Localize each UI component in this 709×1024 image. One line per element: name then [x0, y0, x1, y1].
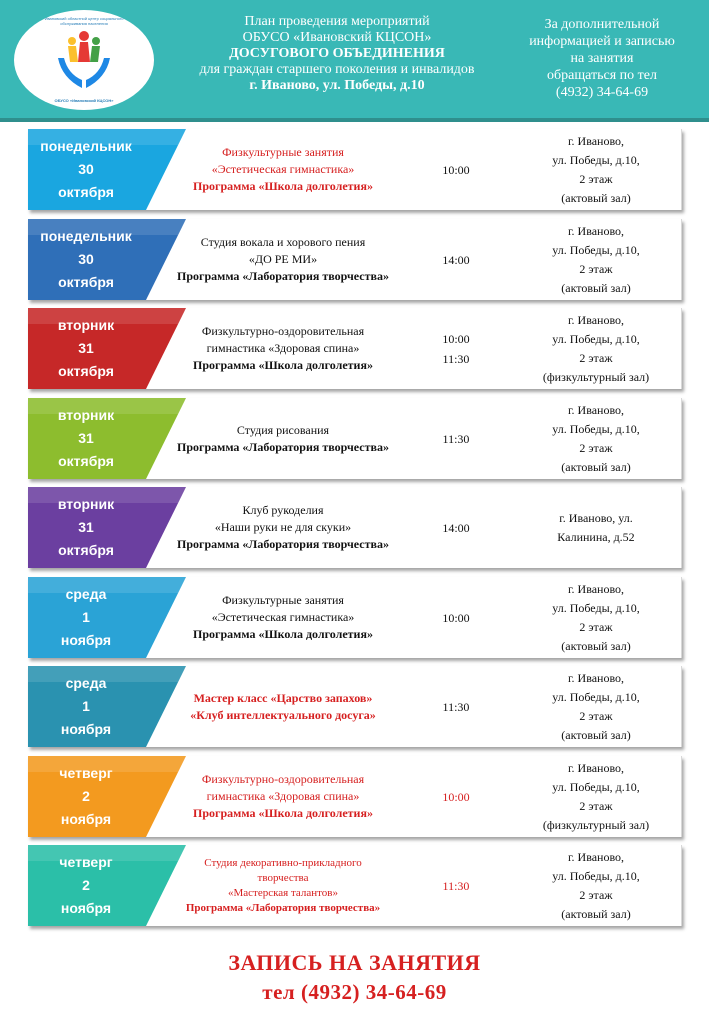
- day-label: [28, 762, 144, 831]
- time-value: 10:00: [442, 610, 470, 625]
- weekday: четверг: [59, 765, 113, 781]
- organization-info: [172, 14, 502, 94]
- event-title-line: Клуб рукоделия: [242, 503, 324, 517]
- location-line: ул. Победы, д.10,: [552, 152, 640, 167]
- weekday: понедельник: [40, 228, 132, 244]
- contact-phone: (4932) 34-64-69: [555, 85, 649, 100]
- org-line: ДОСУГОВОГО ОБЪЕДИНЕНИЯ: [229, 46, 445, 61]
- time-value: 10:00: [442, 331, 470, 346]
- weekday: вторник: [57, 317, 115, 333]
- location-line: 2 этаж: [579, 350, 613, 365]
- event-title-line: гимнастика «Здоровая спина»: [206, 789, 360, 803]
- event-title-line: Студия рисования: [236, 422, 330, 437]
- signup-title: ЗАПИСЬ НА ЗАНЯТИЯ: [228, 950, 481, 975]
- org-line: для граждан старшего поколения и инвалидов: [199, 62, 475, 77]
- event-location: [516, 398, 676, 479]
- event-location: [516, 666, 676, 747]
- event-description: [168, 487, 398, 568]
- event-time: [406, 487, 506, 568]
- location-line: ул. Победы, д.10,: [552, 689, 640, 704]
- event-title-line: Физкультурные занятия: [222, 145, 344, 159]
- time-value: 10:00: [442, 789, 470, 804]
- location-line: 2 этаж: [579, 619, 613, 634]
- day-number: 2: [82, 877, 90, 893]
- location-line: (актовый зал): [561, 727, 631, 742]
- event-description: [168, 666, 398, 747]
- event-title-line: Студия декоративно-прикладного: [204, 856, 362, 869]
- event-description: [168, 129, 398, 210]
- event-location: [516, 129, 676, 210]
- location-line: ул. Победы, д.10,: [552, 331, 640, 346]
- logo-bottom-text: ОБУСО «Ивановский КЦСОН»: [54, 98, 114, 103]
- event-row: [28, 219, 682, 300]
- day-badge: [28, 129, 188, 210]
- event-location: [516, 308, 676, 389]
- contact-line: обращаться по тел: [547, 68, 657, 83]
- event-location: [516, 219, 676, 300]
- contact-line: на занятия: [570, 51, 634, 66]
- event-time: [406, 845, 506, 926]
- event-description: [168, 219, 398, 300]
- event-location: [516, 845, 676, 926]
- month: ноября: [60, 721, 112, 737]
- event-row: [28, 845, 682, 926]
- day-label: [28, 314, 144, 383]
- location-line: (актовый зал): [561, 280, 631, 295]
- event-row: [28, 487, 682, 568]
- event-program: «Клуб интеллектуального досуга»: [190, 707, 376, 722]
- org-address: г. Иваново, ул. Победы, д.10: [249, 78, 425, 93]
- location-line: (физкультурный зал): [542, 817, 650, 832]
- day-badge: [28, 666, 188, 747]
- event-description: [168, 398, 398, 479]
- signup-phone: тел (4932) 34-64-69: [262, 980, 447, 1004]
- weekday: среда: [65, 586, 107, 602]
- header-banner: [0, 0, 709, 122]
- location-line: ул. Победы, д.10,: [552, 600, 640, 615]
- event-title-line: Физкультурно-оздоровительная: [201, 324, 365, 338]
- event-row: [28, 756, 682, 837]
- event-program: Программа «Школа долголетия»: [193, 179, 373, 193]
- event-program: Программа «Школа долголетия»: [193, 358, 373, 372]
- event-program: Программа «Лаборатория творчества»: [177, 537, 389, 551]
- location-line: г. Иваново,: [567, 760, 625, 775]
- event-description: [168, 308, 398, 389]
- day-number: 30: [78, 161, 94, 177]
- event-title-line: гимнастика «Здоровая спина»: [206, 341, 360, 355]
- org-line: ОБУСО «Ивановский КЦСОН»: [242, 30, 432, 45]
- event-title-line: «Наши руки не для скуки»: [214, 520, 352, 534]
- location-line: ул. Победы, д.10,: [552, 242, 640, 257]
- event-time: [406, 129, 506, 210]
- day-number: 31: [78, 430, 94, 446]
- day-badge: [28, 756, 188, 837]
- month: октября: [58, 453, 114, 469]
- location-line: (физкультурный зал): [542, 369, 650, 384]
- day-label: [28, 225, 144, 294]
- location-line: 2 этаж: [579, 798, 613, 813]
- weekday: вторник: [57, 407, 115, 423]
- location-line: 2 этаж: [579, 708, 613, 723]
- event-title-line: Мастер класс «Царство запахов»: [193, 690, 373, 705]
- weekday: понедельник: [40, 138, 132, 154]
- location-line: г. Иваново,: [567, 849, 625, 864]
- event-row: [28, 129, 682, 210]
- location-line: г. Иваново,: [567, 402, 625, 417]
- location-line: 2 этаж: [579, 261, 613, 276]
- month: октября: [58, 274, 114, 290]
- day-number: 1: [82, 609, 90, 625]
- location-line: ул. Победы, д.10,: [552, 421, 640, 436]
- month: октября: [58, 542, 114, 558]
- event-title-line: Студия вокала и хорового пения: [200, 235, 366, 249]
- event-program: Программа «Лаборатория творчества»: [185, 901, 381, 914]
- event-time: [406, 219, 506, 300]
- event-program: Программа «Школа долголетия»: [193, 806, 373, 820]
- day-label: [28, 493, 144, 562]
- day-number: 1: [82, 698, 90, 714]
- location-line: ул. Победы, д.10,: [552, 779, 640, 794]
- location-line: 2 этаж: [579, 171, 613, 186]
- day-number: 2: [82, 788, 90, 804]
- event-row: [28, 666, 682, 747]
- location-line: ул. Победы, д.10,: [552, 868, 640, 883]
- day-label: [28, 135, 144, 204]
- day-label: [28, 672, 144, 741]
- event-title-line: Физкультурные занятия: [222, 593, 344, 607]
- location-line: (актовый зал): [561, 459, 631, 474]
- day-number: 31: [78, 519, 94, 535]
- event-time: [406, 398, 506, 479]
- location-line: г. Иваново,: [567, 223, 625, 238]
- event-time: [406, 577, 506, 658]
- day-badge: [28, 398, 188, 479]
- location-line: г. Иваново,: [567, 133, 625, 148]
- day-label: [28, 583, 144, 652]
- event-title-line: «Эстетическая гимнастика»: [211, 610, 355, 624]
- day-number: 30: [78, 251, 94, 267]
- logo-top-text: Ивановский областной центр социального обслуживания населения: [44, 16, 124, 26]
- weekday: вторник: [57, 496, 115, 512]
- contact-line: За дополнительной: [544, 17, 660, 32]
- event-title-line: «ДО РЕ МИ»: [248, 252, 318, 266]
- event-time: [406, 666, 506, 747]
- footer-signup: [0, 948, 709, 1006]
- day-label: [28, 404, 144, 473]
- time-value: 11:30: [442, 351, 470, 366]
- time-value: 11:30: [442, 878, 470, 893]
- location-line: г. Иваново,: [567, 312, 625, 327]
- event-title-line: творчества: [257, 871, 309, 884]
- time-value: 14:00: [442, 520, 470, 535]
- location-line: 2 этаж: [579, 887, 613, 902]
- month: ноября: [60, 811, 112, 827]
- event-location: [516, 756, 676, 837]
- day-label: [28, 851, 144, 920]
- event-title-line: «Мастерская талантов»: [227, 886, 339, 899]
- event-program: Программа «Лаборатория творчества»: [177, 439, 389, 454]
- event-row: [28, 308, 682, 389]
- event-time: [406, 756, 506, 837]
- event-program: Программа «Школа долголетия»: [193, 627, 373, 641]
- day-badge: [28, 308, 188, 389]
- contact-info: [504, 16, 700, 101]
- org-line: План проведения мероприятий: [244, 14, 430, 29]
- event-location: [516, 487, 676, 568]
- location-line: (актовый зал): [561, 638, 631, 653]
- location-line: Калинина, д.52: [557, 529, 635, 544]
- event-row: [28, 398, 682, 479]
- event-location: [516, 577, 676, 658]
- time-value: 10:00: [442, 162, 470, 177]
- event-title-line: Физкультурно-оздоровительная: [201, 772, 365, 786]
- event-description: [168, 845, 398, 926]
- event-time: [406, 308, 506, 389]
- location-line: 2 этаж: [579, 440, 613, 455]
- event-program: Программа «Лаборатория творчества»: [177, 269, 389, 283]
- time-value: 11:30: [442, 431, 470, 446]
- weekday: среда: [65, 675, 107, 691]
- day-number: 31: [78, 340, 94, 356]
- event-row: [28, 577, 682, 658]
- event-description: [168, 756, 398, 837]
- month: октября: [58, 363, 114, 379]
- day-badge: [28, 577, 188, 658]
- weekday: четверг: [59, 854, 113, 870]
- hands-people-logo-icon: [56, 28, 112, 94]
- location-line: г. Иваново,: [567, 581, 625, 596]
- month: ноября: [60, 900, 112, 916]
- organization-logo: [14, 10, 154, 110]
- contact-line: информацией и записью: [529, 34, 675, 49]
- day-badge: [28, 845, 188, 926]
- location-line: (актовый зал): [561, 906, 631, 921]
- day-badge: [28, 219, 188, 300]
- month: ноября: [60, 632, 112, 648]
- day-badge: [28, 487, 188, 568]
- time-value: 14:00: [442, 252, 470, 267]
- event-description: [168, 577, 398, 658]
- month: октября: [58, 184, 114, 200]
- location-line: г. Иваново,: [567, 670, 625, 685]
- event-title-line: «Эстетическая гимнастика»: [211, 162, 355, 176]
- time-value: 11:30: [442, 699, 470, 714]
- location-line: (актовый зал): [561, 190, 631, 205]
- location-line: г. Иваново, ул.: [559, 510, 633, 525]
